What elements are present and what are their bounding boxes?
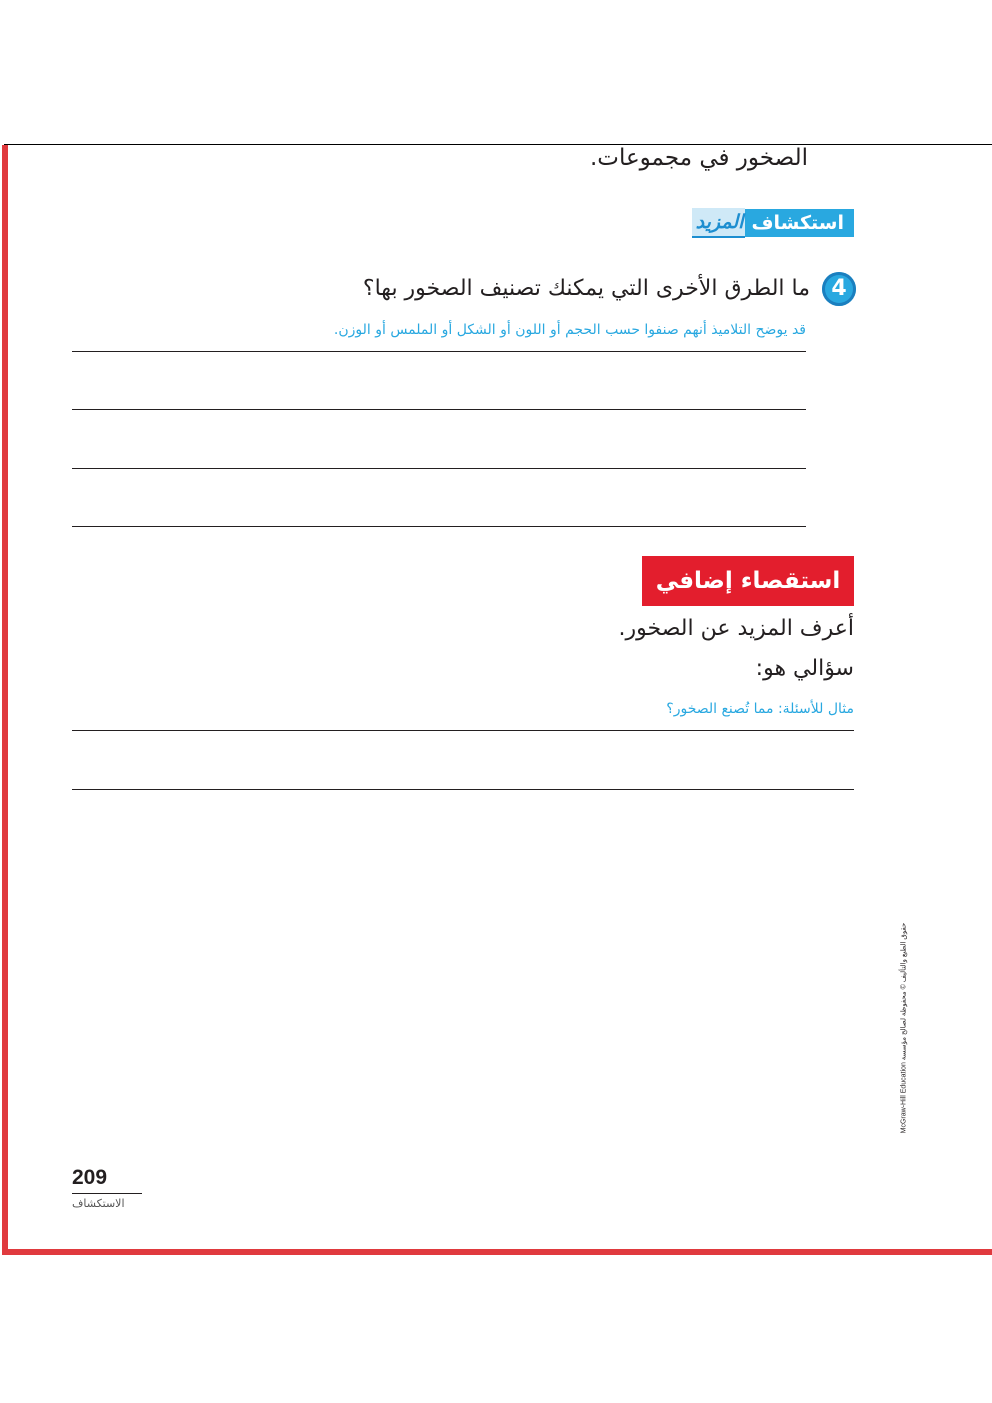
my-question-label: سؤالي هو: — [755, 656, 854, 681]
question-text: ما الطرق الأخرى التي يمكنك تصنيف الصخور بها؟ — [362, 276, 810, 301]
answer-line-4[interactable] — [72, 526, 806, 527]
continuation-text: الصخور في مجموعات. — [589, 145, 808, 171]
section-name: الاستكشاف — [72, 1197, 125, 1210]
answer-line-1[interactable] — [72, 351, 806, 352]
question-4 — [363, 272, 856, 306]
copyright-credit — [895, 880, 911, 1175]
copyright-text: McGraw-Hill Education حقوق الطبع والتأليف © محفوظة لصالح مؤسسة — [900, 922, 908, 1133]
page-number: 209 — [72, 1166, 108, 1189]
learn-more-text: أعرف المزيد عن الصخور. — [618, 616, 854, 641]
question-line-2[interactable] — [72, 789, 854, 790]
bottom-red-border — [2, 1249, 992, 1255]
answer-line-2[interactable] — [72, 409, 806, 410]
example-questions-hint: مثال للأسئلة: مما تُصنع الصخور؟ — [666, 701, 854, 717]
explore-more-badge — [692, 208, 854, 238]
inquiry-badge: استقصاء إضافي — [642, 556, 854, 606]
explore-more-word2: المزيد — [692, 208, 746, 238]
top-rule — [4, 144, 992, 145]
explore-more-word1: استكشاف — [745, 209, 854, 237]
question-number-badge: 4 — [822, 272, 856, 306]
page-number-rule — [72, 1193, 142, 1194]
answer-line-3[interactable] — [72, 468, 806, 469]
question-line-1[interactable] — [72, 730, 854, 731]
left-red-border — [2, 145, 8, 1255]
answer-hint: قد يوضح التلاميذ أنهم صنفوا حسب الحجم أو اللون أو الشكل أو الملمس أو الوزن. — [333, 322, 806, 338]
